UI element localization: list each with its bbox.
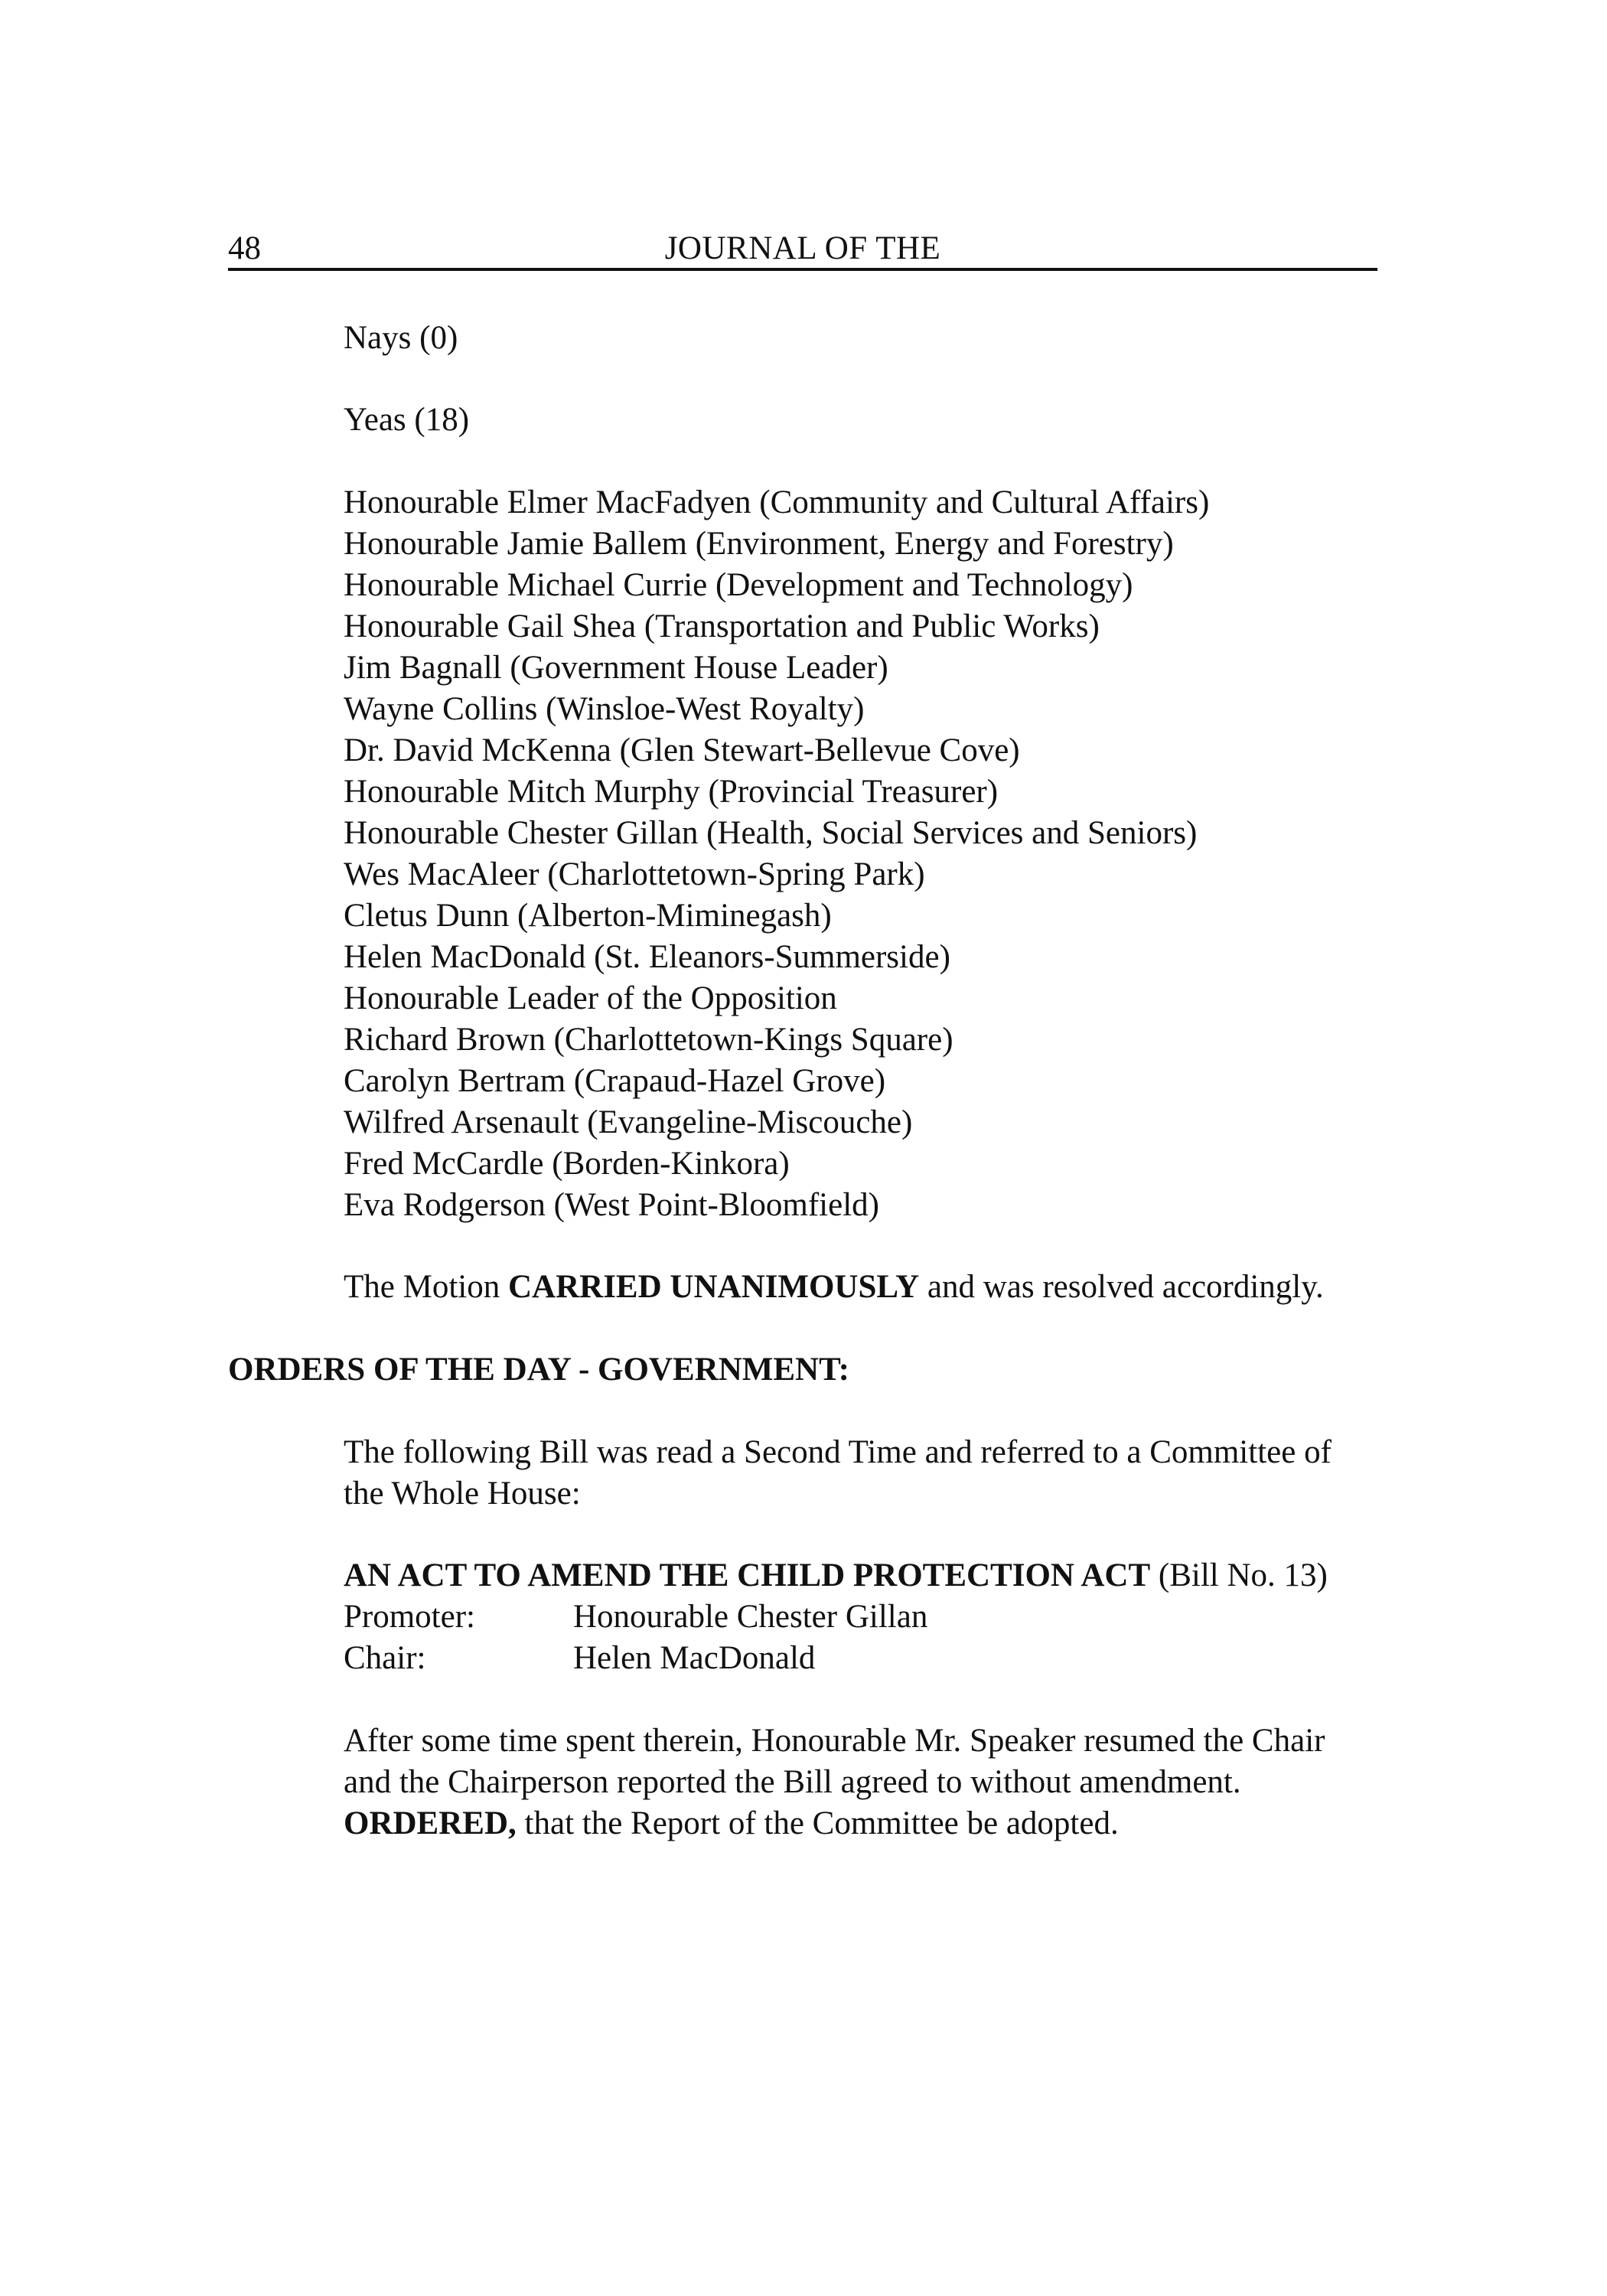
yeas-member-item: Fred McCardle (Borden-Kinkora): [344, 1146, 790, 1182]
journal-title: JOURNAL OF THE: [664, 230, 941, 266]
bill-title: AN ACT TO AMEND THE CHILD PROTECTION ACT: [344, 1557, 1151, 1593]
yeas-member-item: Dr. David McKenna (Glen Stewart-Bellevue Cove): [344, 732, 1020, 768]
orders-of-the-day-heading: ORDERS OF THE DAY - GOVERNMENT:: [228, 1352, 849, 1388]
yeas-member-list: [344, 482, 1377, 1226]
running-header: [228, 230, 1377, 271]
yeas-member-item: Helen MacDonald (St. Eleanors-Summerside): [344, 939, 950, 975]
motion-result-paragraph: [344, 1267, 1377, 1308]
committee-report-paragraph: After some time spent therein, Honourable Mr. Speaker resumed the Chair and the Chairperson reported the Bill agreed to without amendment.: [344, 1723, 1325, 1800]
motion-prefix: The Motion: [344, 1269, 508, 1305]
bill-title-line: [344, 1555, 1377, 1596]
promoter-value: Honourable Chester Gillan: [573, 1599, 928, 1635]
ordered-paragraph: [344, 1803, 1377, 1844]
page-number: 48: [228, 230, 261, 266]
bill-number: (Bill No. 13): [1150, 1557, 1328, 1593]
bill-intro-paragraph: The following Bill was read a Second Time and referred to a Committee of the Whole House:: [344, 1434, 1332, 1512]
yeas-member-item: Honourable Elmer MacFadyen (Community and Cultural Affairs): [344, 484, 1210, 520]
yeas-member-item: Carolyn Bertram (Crapaud-Hazel Grove): [344, 1063, 886, 1099]
yeas-member-item: Cletus Dunn (Alberton-Miminegash): [344, 898, 832, 934]
yeas-count: Yeas (18): [344, 402, 470, 438]
yeas-member-item: Wes MacAleer (Charlottetown-Spring Park): [344, 856, 925, 892]
motion-suffix: and was resolved accordingly.: [919, 1269, 1324, 1305]
ordered-label: ORDERED,: [344, 1805, 517, 1841]
chair-label: Chair:: [344, 1640, 426, 1676]
yeas-member-item: Honourable Jamie Ballem (Environment, Energy and Forestry): [344, 526, 1174, 562]
yeas-member-item: Wilfred Arsenault (Evangeline-Miscouche): [344, 1104, 913, 1140]
motion-outcome: CARRIED UNANIMOUSLY: [507, 1269, 920, 1305]
ordered-text: that the Report of the Committee be adopted.: [516, 1805, 1119, 1841]
yeas-member-item: Honourable Mitch Murphy (Provincial Treasurer): [344, 774, 999, 810]
yeas-member-item: Honourable Leader of the Opposition: [344, 980, 837, 1016]
nays-count: Nays (0): [344, 320, 458, 356]
bill-roles: [344, 1596, 1377, 1679]
yeas-member-item: Eva Rodgerson (West Point-Bloomfield): [344, 1187, 879, 1223]
chair-row: [344, 1638, 1377, 1679]
promoter-row: [344, 1596, 1377, 1638]
yeas-member-item: Honourable Gail Shea (Transportation and Public Works): [344, 608, 1100, 644]
yeas-member-item: Honourable Michael Currie (Development and Technology): [344, 567, 1133, 603]
promoter-label: Promoter:: [344, 1599, 475, 1635]
yeas-member-item: Jim Bagnall (Government House Leader): [344, 650, 888, 686]
yeas-member-item: Honourable Chester Gillan (Health, Social Services and Seniors): [344, 815, 1198, 851]
chair-value: Helen MacDonald: [573, 1640, 816, 1676]
yeas-member-item: Richard Brown (Charlottetown-Kings Square): [344, 1022, 953, 1058]
yeas-member-item: Wayne Collins (Winsloe-West Royalty): [344, 691, 865, 727]
